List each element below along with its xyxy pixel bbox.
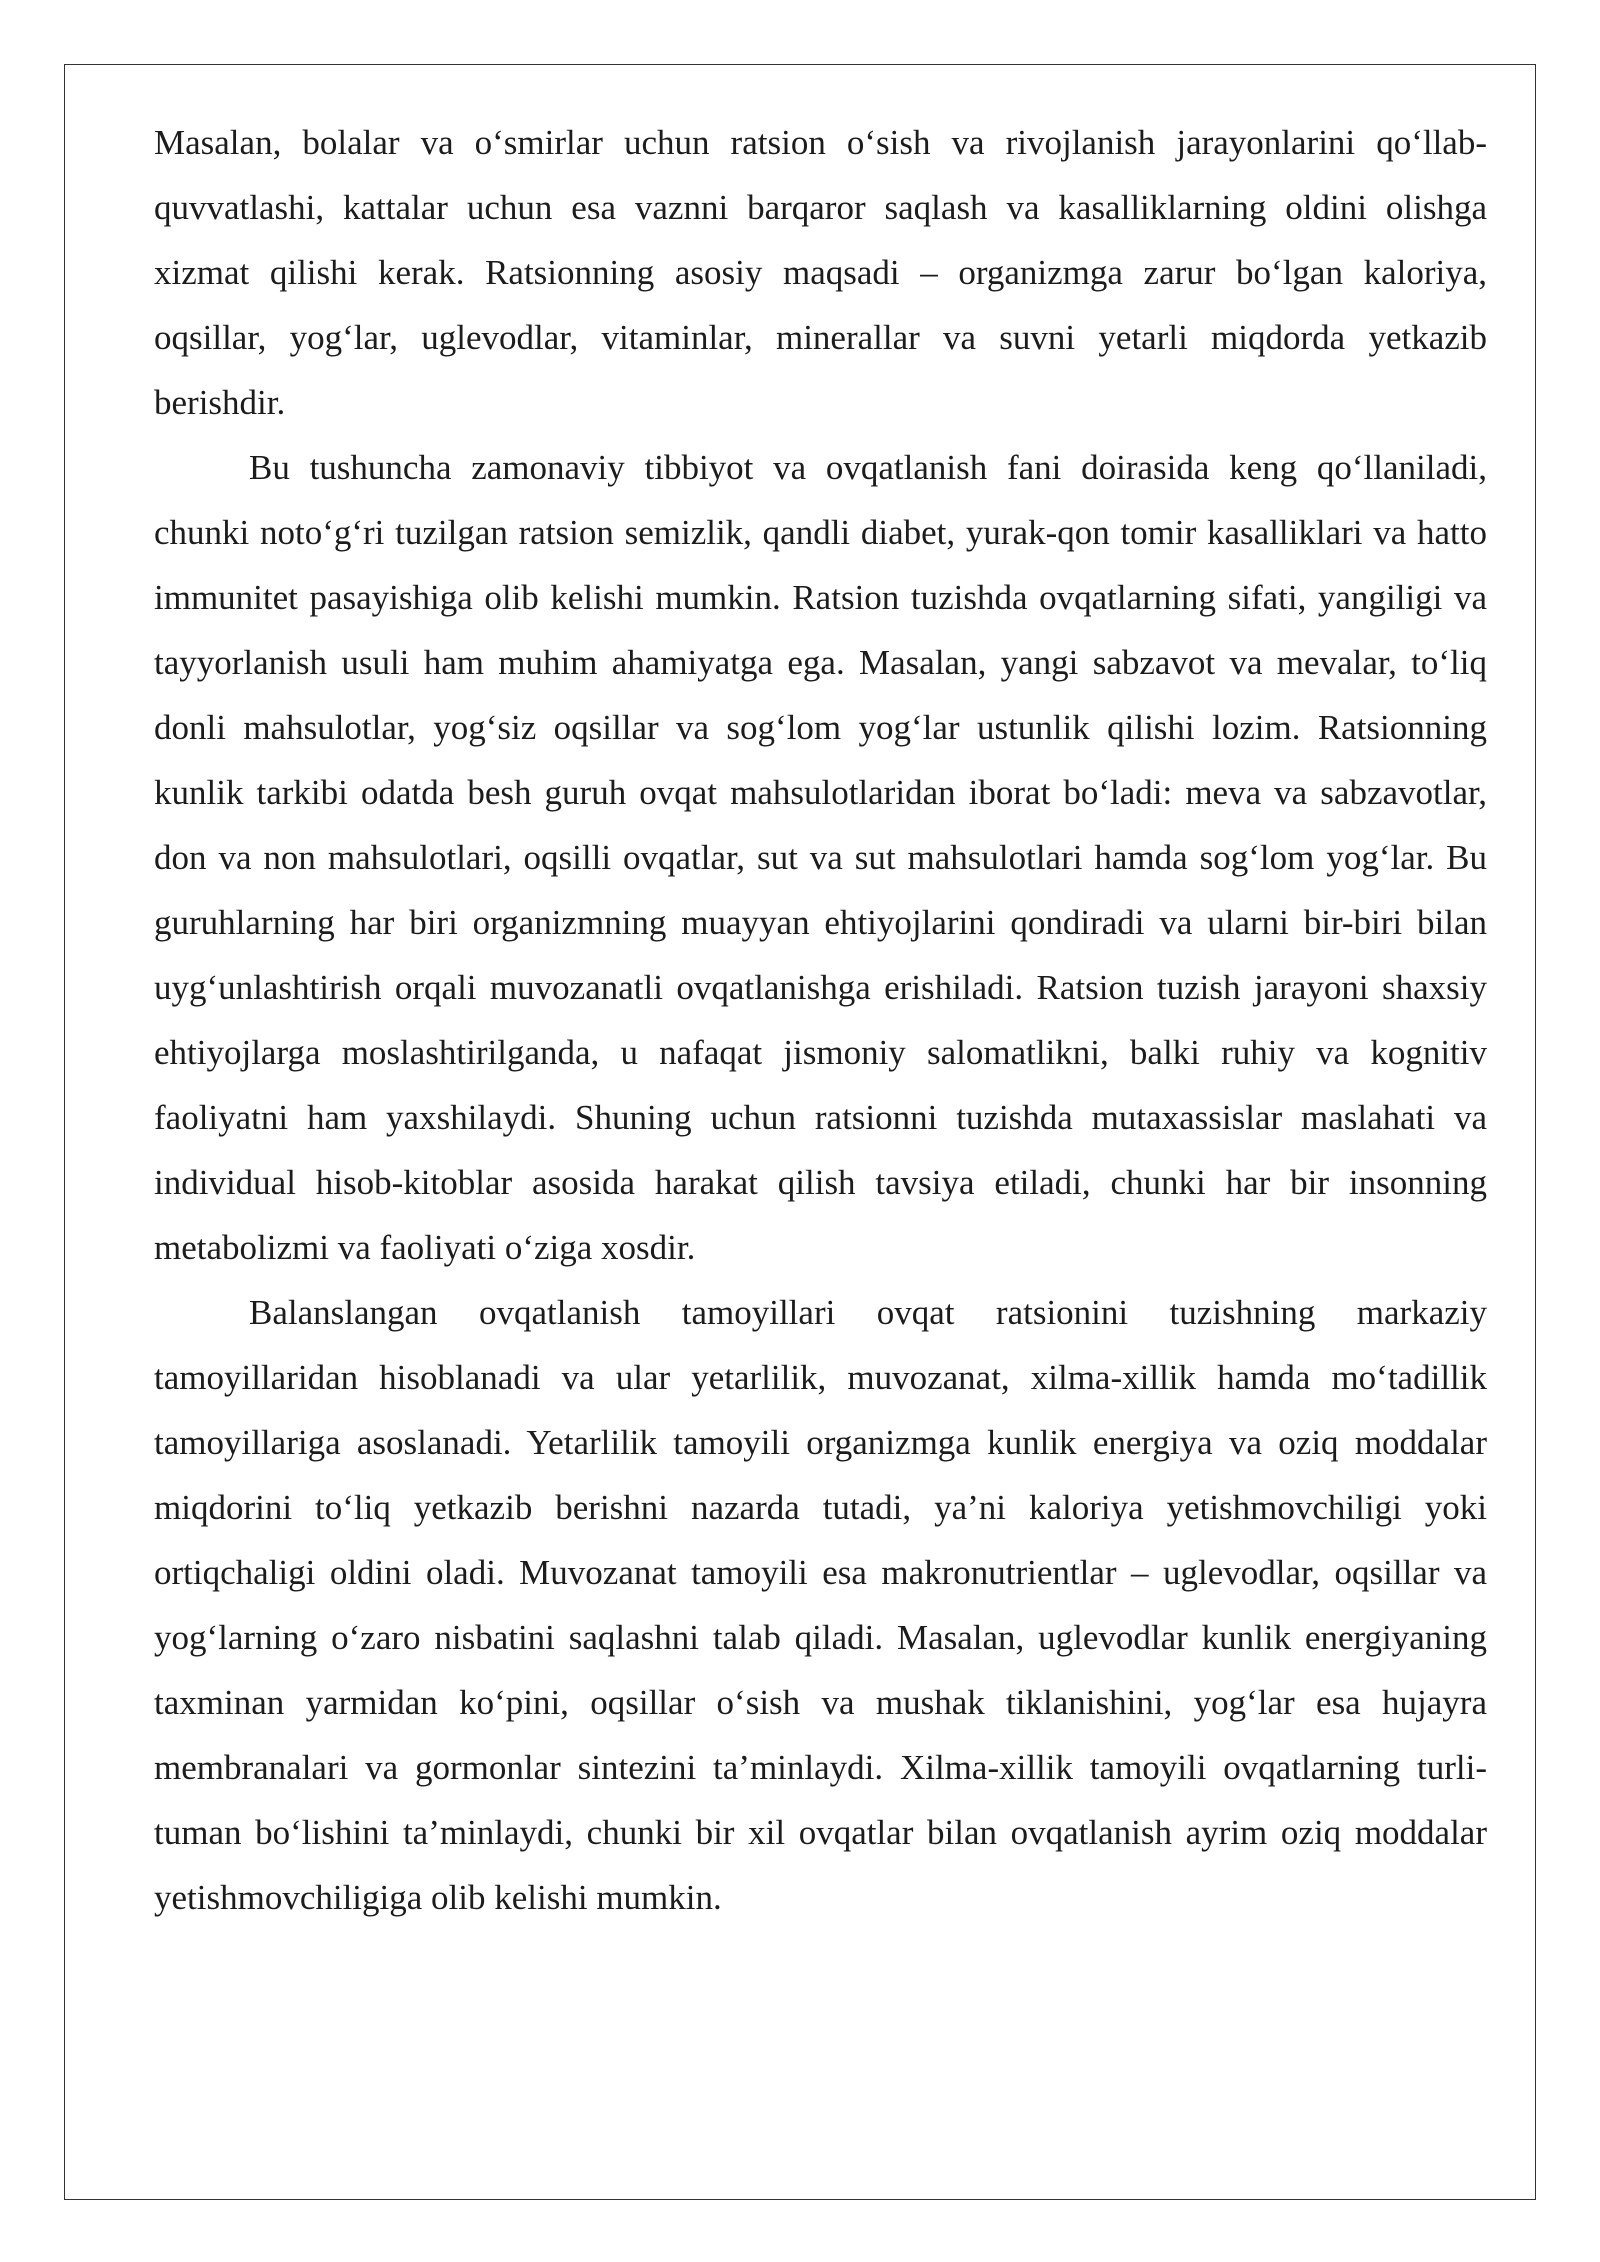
page: [64, 64, 1536, 2200]
paragraph-3: Balanslangan ovqatlanish tamoyillari ovqat ratsionini tuzishning markaziy tamoyillaridan hisoblanadi va ular yetarlilik, muvozanat, xilma-xillik hamda mo‘tadillik tamoyillariga asoslanadi. Yetarlilik tamoyili organizmga kunlik energiya va oziq moddalar miqdorini to‘liq yetkazib berishni nazarda tutadi, ya’ni kaloriya yetishmovchiligi yoki ortiqchaligi oldini oladi. Muvozanat tamoyili esa makronutrientlar – uglevodlar, oqsillar va yog‘larning o‘zaro nisbatini saqlashni talab qiladi. Masalan, uglevodlar kunlik energiyaning taxminan yarmidan ko‘pini, oqsillar o‘sish va mushak tiklanishini, yog‘lar esa hujayra membranalari va gormonlar sintezini ta’minlaydi. Xilma-xillik tamoyili ovqatlarning turli-tuman bo‘lishini ta’minlaydi, chunki bir xil ovqatlar bilan ovqatlanish ayrim oziq moddalar yetishmovchiligiga olib kelishi mumkin.: [154, 1293, 1487, 1917]
paragraph-1: Masalan, bolalar va o‘smirlar uchun ratsion o‘sish va rivojlanish jarayonlarini qo‘llab-quvvatlashi, kattalar uchun esa vaznni barqaror saqlash va kasalliklarning oldini olishga xizmat qilishi kerak. Ratsionning asosiy maqsadi – organizmga zarur bo‘lgan kaloriya, oqsillar, yog‘lar, uglevodlar, vitaminlar, minerallar va suvni yetarli miqdorda yetkazib berishdir.: [154, 123, 1487, 422]
document-body: [154, 110, 1487, 1930]
paragraph-2: Bu tushuncha zamonaviy tibbiyot va ovqatlanish fani doirasida keng qo‘llaniladi, chunki noto‘g‘ri tuzilgan ratsion semizlik, qandli diabet, yurak-qon tomir kasalliklari va hatto immunitet pasayishiga olib kelishi mumkin. Ratsion tuzishda ovqatlarning sifati, yangiligi va tayyorlanish usuli ham muhim ahamiyatga ega. Masalan, yangi sabzavot va mevalar, to‘liq donli mahsulotlar, yog‘siz oqsillar va sog‘lom yog‘lar ustunlik qilishi lozim. Ratsionning kunlik tarkibi odatda besh guruh ovqat mahsulotlaridan iborat bo‘ladi: meva va sabzavotlar, don va non mahsulotlari, oqsilli ovqatlar, sut va sut mahsulotlari hamda sog‘lom yog‘lar. Bu guruhlarning har biri organizmning muayyan ehtiyojlarini qondiradi va ularni bir-biri bilan uyg‘unlashtirish orqali muvozanatli ovqatlanishga erishiladi. Ratsion tuzish jarayoni shaxsiy ehtiyojlarga moslashtirilganda, u nafaqat jismoniy salomatlikni, balki ruhiy va kognitiv faoliyatni ham yaxshilaydi. Shuning uchun ratsionni tuzishda mutaxassislar maslahati va individual hisob-kitoblar asosida harakat qilish tavsiya etiladi, chunki har bir insonning metabolizmi va faoliyati o‘ziga xosdir.: [154, 448, 1487, 1267]
